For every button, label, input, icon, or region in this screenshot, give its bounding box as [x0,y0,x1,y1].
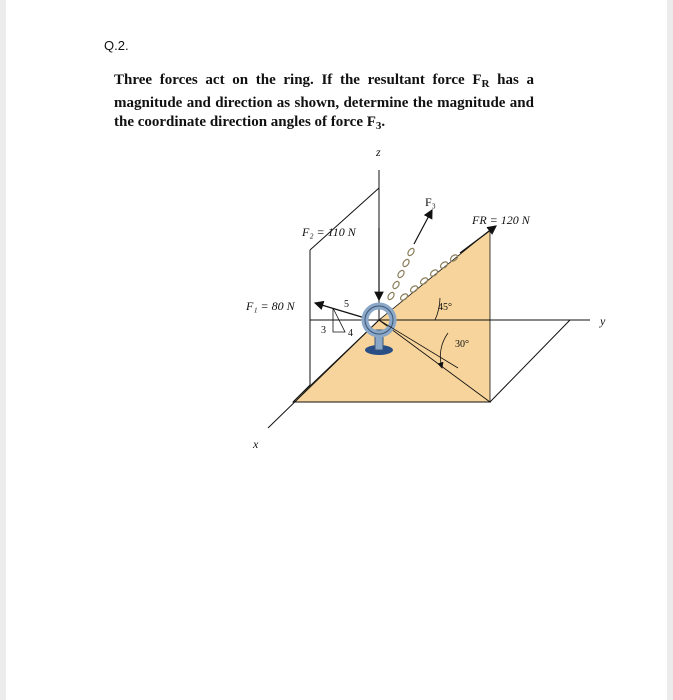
f1-label: F₁ = 80 N [246,299,295,313]
f3-label: F₃ [425,195,436,209]
question-number: Q.2. [104,38,129,53]
problem-sub-3: 3 [375,120,382,132]
slope-label-4: 4 [348,328,353,339]
z-axis-label: z [376,145,381,159]
f3-arrow [414,210,432,244]
angle-45-label: 45° [438,302,452,313]
f2-label: F₂ = 110 N [302,225,356,239]
y-axis-label: y [600,314,606,328]
chain-f3 [387,247,416,300]
problem-sub-r: R [481,78,490,90]
problem-text-3: . [381,114,386,130]
angle-30-label: 30° [455,339,469,350]
f1-arrow [315,303,365,318]
slope-label-3: 3 [321,325,326,336]
fr-label: FR = 120 N [472,213,530,227]
x-axis-label: x [253,437,259,451]
slope-label-5: 5 [344,299,349,310]
problem-text-1: Three forces act on the ring. If the resultant force F [114,72,482,88]
problem-text-2: has a magnitude and direction as shown, determine the magnitude and the coordinate direction angles of force F [114,72,534,130]
